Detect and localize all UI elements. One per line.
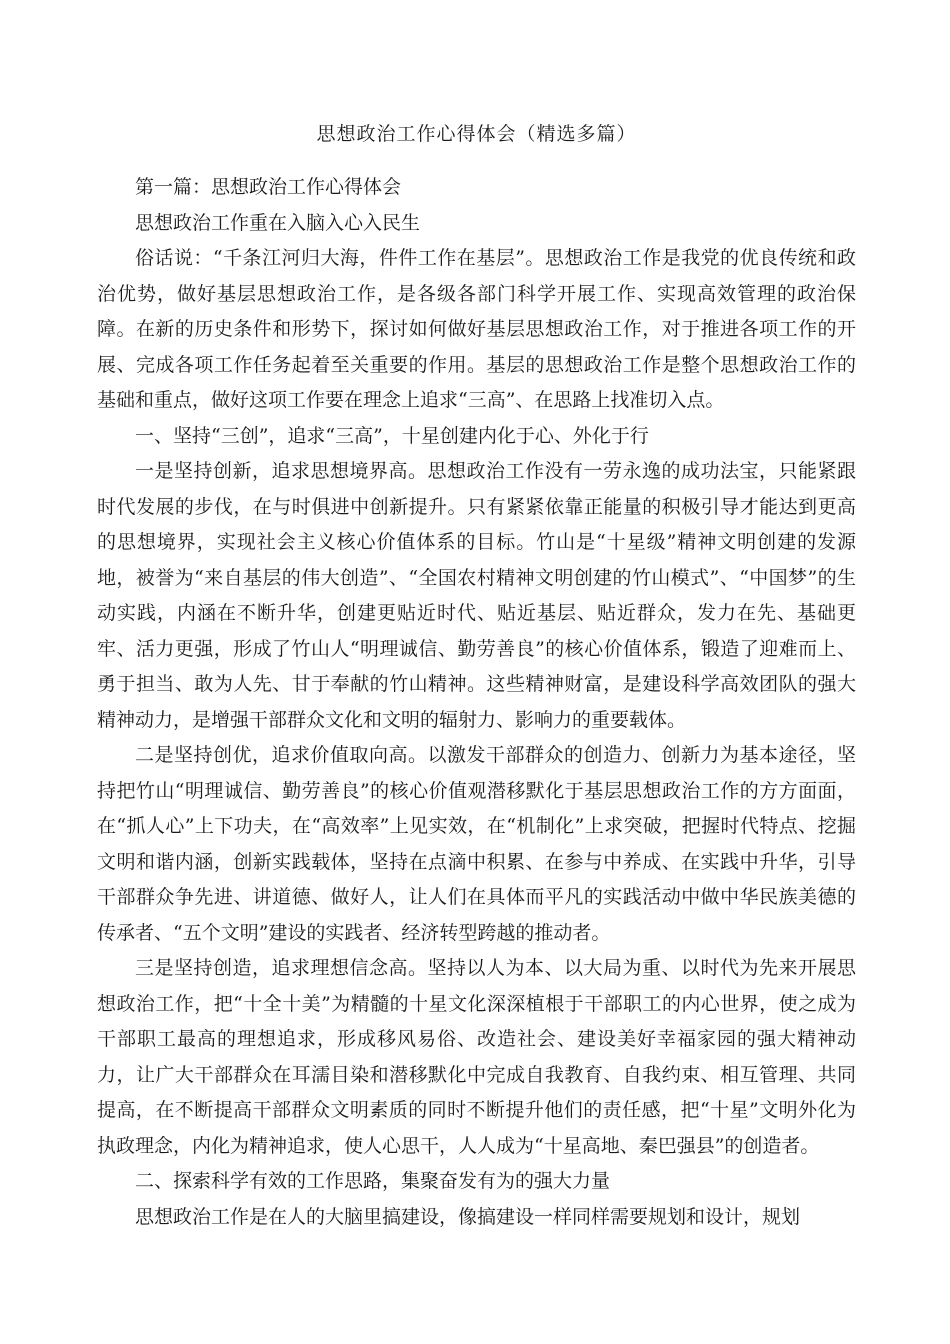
subsection-heading: 一、坚持“三创”，追求“三高”，十星创建内化于心、外化于行 <box>135 424 649 447</box>
document-body <box>97 170 856 1235</box>
document-title: 思想政治工作心得体会（精选多篇） <box>316 123 637 145</box>
document-page <box>97 116 856 1235</box>
subsection-heading: 二、探索科学有效的工作思路，集聚奋发有为的强大力量 <box>135 1170 611 1192</box>
body-paragraph: 一是坚持创新，追求思想境界高。思想政治工作没有一劳永逸的成功法宝，只能紧跟时代发展的步伐，在与时俱进中创新提升。只有紧紧依靠正能量的积极引导才能达到更高的思想境界，实现社会主义核心价值体系的目标。竹山是“十星级”精神文明创建的发源地，被誉为“来自基层的伟大创造”、“全国农村精神文明创建的竹山模式”、“中国梦”的生动实践，内涵在不断升华，创建更贴近时代、贴近基层、贴近群众，发力在先、基础更牢、活力更强，形成了竹山人“明理诚信、勤劳善良”的核心价值体系，锻造了迎难而上、勇于担当、敢为人先、甘于奉献的竹山精神。这些精神财富，是建设科学高效团队的强大精神动力，是增强干部群众文化和文明的辐射力、影响力的重要载体。 <box>97 460 856 731</box>
body-paragraph: 二是坚持创优，追求价值取向高。以激发干部群众的创造力、创新力为基本途径，坚持把竹山“明理诚信、勤劳善良”的核心价值观潜移默化于基层思想政治工作的方方面面，在“抓人心”上下功夫，在“高效率”上见实效，在“机制化”上求突破，把握时代特点、挖掘文明和谐内涵，创新实践载体，坚持在点滴中积累、在参与中养成、在实践中升华，引导干部群众争先进、讲道德、做好人，让人们在具体而平凡的实践活动中做中华民族美德的传承者、“五个文明”建设的实践者、经济转型跨越的推动者。 <box>97 744 856 944</box>
section-heading: 第一篇：思想政治工作心得体会 <box>135 176 402 198</box>
article-subtitle: 思想政治工作重在入脑入心入民生 <box>135 211 421 234</box>
body-paragraph: 思想政治工作是在人的大脑里搞建设，像搞建设一样同样需要规划和设计，规划 <box>135 1205 801 1228</box>
body-paragraph: 三是坚持创造，追求理想信念高。坚持以人为本、以大局为重、以时代为先来开展思想政治工作，把“十全十美”为精髓的十星文化深深植根于干部职工的内心世界，使之成为干部职工最高的理想追求，形成移风易俗、改造社会、建设美好幸福家园的强大精神动力，让广大干部群众在耳濡目染和潜移默化中完成自我教育、自我约束、相互管理、共同提高，在不断提高干部群众文明素质的同时不断提升他们的责任感，把“十星”文明外化为执政理念，内化为精神追求，使人心思干，人人成为“十星高地、秦巴强县”的创造者。 <box>97 957 856 1157</box>
body-paragraph: 俗话说：“千条江河归大海，件件工作在基层”。思想政治工作是我党的优良传统和政治优势，做好基层思想政治工作，是各级各部门科学开展工作、实现高效管理的政治保障。在新的历史条件和形势下，探讨如何做好基层思想政治工作，对于推进各项工作的开展、完成各项工作任务起着至关重要的作用。基层的思想政治工作是整个思想政治工作的基础和重点，做好这项工作要在理念上追求“三高”、在思路上找准切入点。 <box>97 247 856 411</box>
